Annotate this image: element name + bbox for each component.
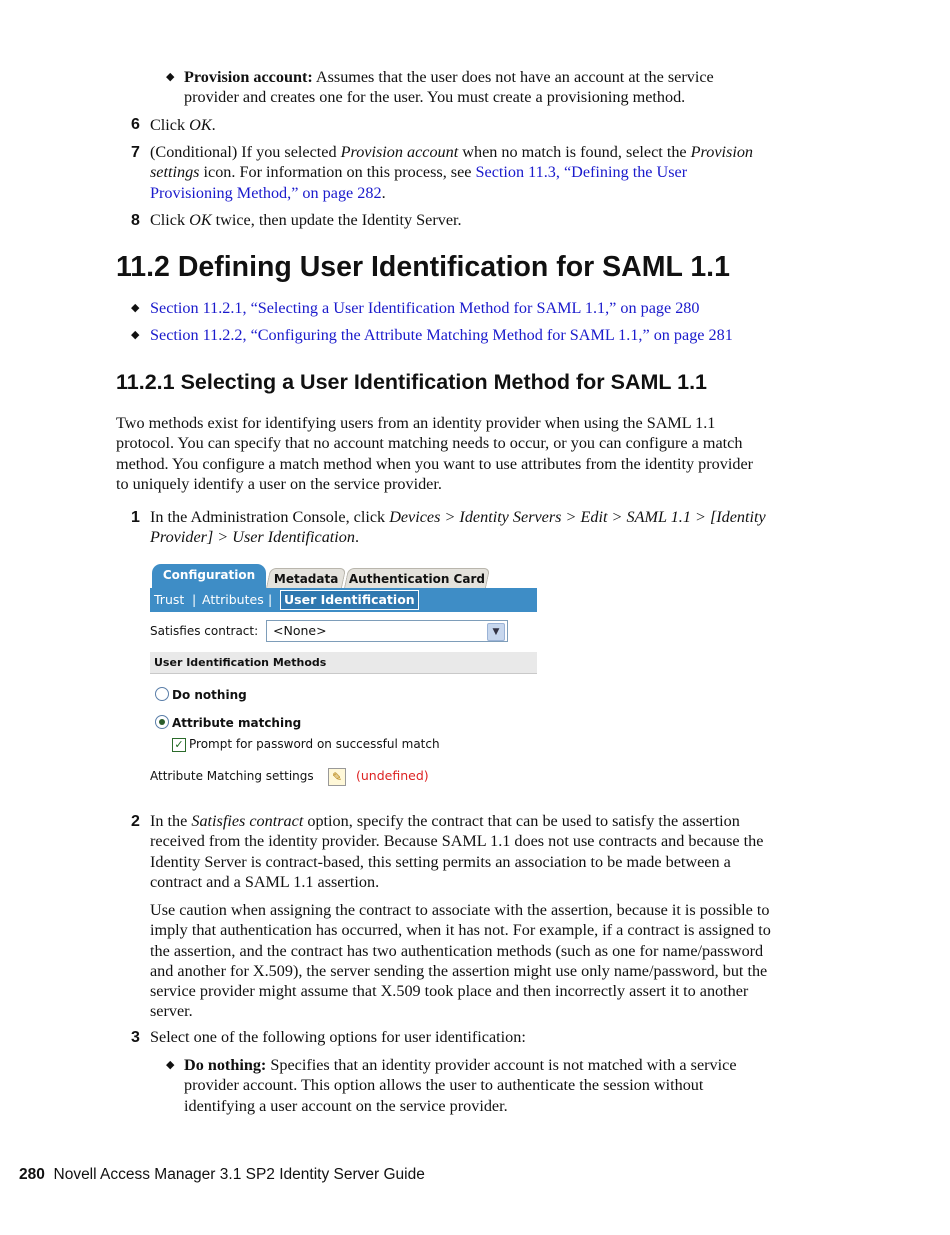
satisfies-contract-value: <None>: [273, 623, 327, 638]
do-nothing-bullet: Do nothing: Specifies that an identity provider account is not matched with a service provider account. This option allows the user to authenticate the session without identifying a user account on the service provider.: [184, 1056, 737, 1115]
do-nothing-radio[interactable]: [155, 687, 169, 701]
section-11-2-2-link[interactable]: Section 11.2.2, “Configuring the Attribute Matching Method for SAML 1.1,” on page 281: [150, 326, 733, 344]
book-title: Novell Access Manager 3.1 SP2 Identity Server Guide: [53, 1166, 425, 1183]
edit-pencil-icon[interactable]: ✎: [328, 768, 346, 786]
step-number: 7: [131, 144, 140, 161]
subsection-heading: 11.2.1 Selecting a User Identification Method for SAML 1.1: [116, 370, 707, 394]
bullet-icon: ◆: [131, 329, 140, 341]
methods-section-title: User Identification Methods: [150, 652, 537, 674]
step-number: 3: [131, 1029, 140, 1046]
step6-text: Click OK.: [150, 116, 216, 134]
step3-text: Select one of the following options for user identification:: [150, 1028, 526, 1046]
tab-bar: [150, 564, 545, 588]
intro-paragraph: Two methods exist for identifying users from an identity provider when using the SAML 1.1 protocol. You can specify that no account matching needs to occur, or you can configure a match method. You configure a match method when you want to use attributes from the identity provider to uniquely identify a user on the service provider.: [116, 414, 754, 493]
step1-text: In the Administration Console, click Devices > Identity Servers > Edit > SAML 1.1 > [Identity Provider] > User Identification.: [150, 508, 766, 547]
section-11-3-link[interactable]: Section 11.3, “Defining the User: [475, 163, 688, 182]
step2-text: In the Satisfies contract option, specify the contract that can be used to satisfy the assertion received from the identity provider. Because SAML 1.1 does not use contracts and because the Identity Server is contract-based, this setting permits an association to be made between a contract and a SAML 1.1 assertion.: [150, 812, 764, 891]
undefined-link[interactable]: (undefined): [356, 768, 429, 783]
subnav-trust[interactable]: Trust: [154, 592, 185, 607]
prompt-password-label: Prompt for password on successful match: [189, 737, 440, 751]
attribute-matching-settings-label: Attribute Matching settings: [150, 769, 314, 783]
bullet-icon: ◆: [166, 1059, 175, 1071]
subnav-attributes[interactable]: Attributes: [202, 592, 264, 607]
section-heading: 11.2 Defining User Identification for SAML 1.1: [116, 251, 730, 283]
subnav-separator: |: [268, 592, 273, 607]
step-number: 8: [131, 212, 140, 229]
attribute-matching-radio[interactable]: [155, 715, 169, 729]
do-nothing-label: Do nothing: [172, 688, 247, 702]
user-identification-screenshot: [150, 562, 545, 794]
tab-configuration[interactable]: Configuration: [152, 564, 266, 588]
step8-text: Click OK twice, then update the Identity Server.: [150, 211, 462, 229]
page-footer: [19, 1166, 425, 1184]
section-11-2-1-link[interactable]: Section 11.2.1, “Selecting a User Identification Method for SAML 1.1,” on page 280: [150, 299, 700, 317]
satisfies-contract-label: Satisfies contract:: [150, 624, 259, 638]
provision-bullet: Provision account: Assumes that the user does not have an account at the service provider and creates one for the user. You must create a provisioning method.: [184, 68, 714, 107]
subnav-separator: |: [192, 592, 197, 607]
bullet-icon: ◆: [166, 71, 175, 83]
chevron-down-icon[interactable]: ▼: [487, 623, 505, 641]
satisfies-contract-select[interactable]: [266, 620, 508, 642]
step-number: 6: [131, 116, 140, 133]
page-number: 280: [19, 1166, 45, 1183]
tab-metadata[interactable]: Metadata: [266, 568, 346, 589]
step7-text: (Conditional) If you selected Provision account when no match is found, select the Provision settings icon. For information on this process, see Section 11.3, “Defining the User Provisioning Method,” on page 282.: [150, 143, 754, 202]
bullet-icon: ◆: [131, 302, 140, 314]
step-number: 1: [131, 509, 140, 526]
prompt-password-checkbox[interactable]: ✓: [172, 738, 186, 752]
attribute-matching-label: Attribute matching: [172, 716, 302, 730]
subnav-user-identification[interactable]: User Identification: [280, 590, 419, 610]
section-11-3-link-cont[interactable]: Provisioning Method,” on page 282: [150, 183, 382, 202]
tab-authentication-card[interactable]: Authentication Card: [344, 568, 490, 589]
step-number: 2: [131, 813, 140, 830]
step2-caution-paragraph: Use caution when assigning the contract to associate with the assertion, because it is possible to imply that authentication has occurred, when it has not. For example, if a contract is assigned to the assertion, and the contract has two authentication methods (such as one for name/password and another for X.509), the server sending the assertion might use only name/password, but the service provider might assume that X.509 took place and then incorrectly assert it to another server.: [150, 901, 771, 1021]
sub-navigation: [150, 588, 537, 612]
